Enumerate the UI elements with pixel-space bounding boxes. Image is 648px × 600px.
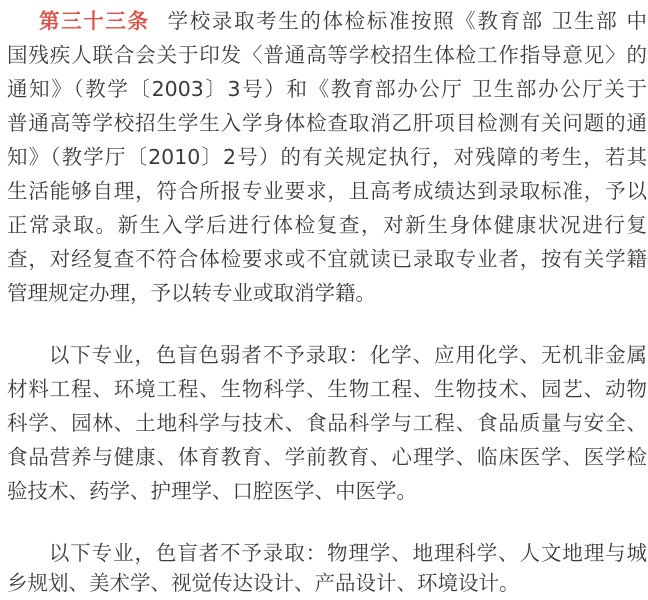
color-weakness-line-2 [7, 372, 647, 406]
color-blind-text-line: 以下专业，色盲者不予录取：物理学、地理科学、人文地理与城 [48, 541, 647, 565]
article-33-line-7 [7, 208, 647, 242]
article-text-line: 查，对经复查不符合体检要求或不宜就读已录取专业者，按有关学籍 [7, 247, 647, 271]
article-text-line: 学校录取考生的体检标准按照《教育部 卫生部 中 [167, 9, 647, 33]
article-text-line: 国残疾人联合会关于印发〈普通高等学校招生体检工作指导意见〉的 [7, 43, 647, 67]
color-weakness-text-line: 材料工程、环境工程、生物科学、生物工程、生物技术、园艺、动物 [7, 377, 647, 401]
color-weakness-text-line: 验技术、药学、护理学、口腔医学、中医学。 [7, 479, 417, 503]
article-number: 第三十三条 [39, 9, 150, 33]
article-text-line: 通知》（教学〔2003〕3号）和《教育部办公厅 卫生部办公厅关于 [7, 77, 647, 101]
color-blind-text-line: 乡规划、美术学、视觉传达设计、产品设计、环境设计。 [7, 571, 520, 595]
article-text-line: 普通高等学校招生学生入学身体检查取消乙肝项目检测有关问题的通 [7, 111, 647, 135]
article-33-line-8 [7, 242, 647, 276]
color-weakness-line-1 [7, 338, 647, 372]
color-blind-line-2 [7, 566, 647, 600]
color-weakness-line-3 [7, 406, 647, 440]
color-weakness-text-line: 科学、园林、土地科学与技术、食品科学与工程、食品质量与安全、 [7, 411, 647, 435]
article-33-line-2 [7, 38, 647, 72]
article-33-line-9 [7, 276, 647, 310]
color-weakness-text-line: 以下专业，色盲色弱者不予录取：化学、应用化学、无机非金属 [48, 343, 647, 367]
article-33-line-5 [7, 140, 647, 174]
article-text-line: 生活能够自理，符合所报专业要求，且高考成绩达到录取标准，予以 [7, 179, 647, 203]
article-33-line-1 [7, 4, 647, 38]
article-text-line: 知》（教学厅〔2010〕2号）的有关规定执行，对残障的考生，若其 [7, 145, 647, 169]
article-text-line: 管理规定办理，予以转专业或取消学籍。 [7, 281, 376, 305]
color-weakness-line-4 [7, 440, 647, 474]
article-33-line-3 [7, 72, 647, 106]
article-33-line-6 [7, 174, 647, 208]
color-weakness-line-5 [7, 474, 647, 508]
article-text-line: 正常录取。新生入学后进行体检复查，对新生身体健康状况进行复 [7, 213, 647, 237]
color-weakness-text-line: 食品营养与健康、体育教育、学前教育、心理学、临床医学、医学检 [7, 445, 647, 469]
color-blind-line-1 [7, 536, 647, 570]
article-33-line-4 [7, 106, 647, 140]
